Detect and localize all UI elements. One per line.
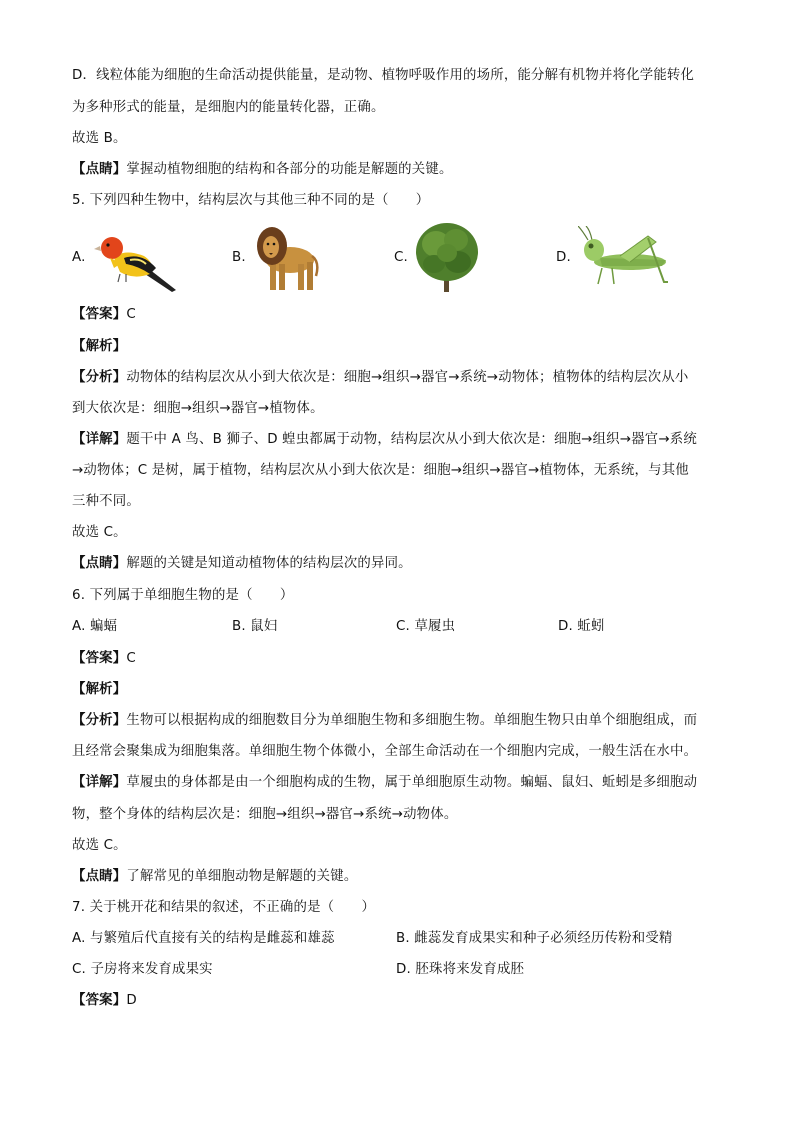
q7-answer: [72, 991, 137, 1011]
xiangjie-tag: 【详解】: [72, 775, 127, 790]
q5-xiangjie-line1: [72, 430, 697, 450]
q4-dianjing: [72, 160, 453, 180]
q6-fenxi-line1: [72, 711, 697, 731]
grasshopper-icon: [578, 226, 674, 292]
xiangjie-text: 草履虫的身体都是由一个细胞构成的生物，属于单细胞原生动物。蝙蝠、鼠妇、蚯蚓是多细胞动: [126, 775, 698, 790]
tree-icon: [414, 220, 480, 294]
option-label: A.: [72, 250, 86, 265]
q7-option-a: A. 与繁殖后代直接有关的结构是雌蕊和雄蕊: [72, 931, 335, 946]
q6-jiexi-tag: [72, 680, 126, 700]
q5-fenxi-line2: 到大依次是：细胞→组织→器官→植物体。: [72, 401, 324, 416]
xiangjie-tag: 【详解】: [72, 432, 127, 447]
q6-choose: 故选 C。: [72, 838, 127, 853]
fenxi-tag: 【分析】: [72, 370, 127, 385]
q6-stem: 6. 下列属于单细胞生物的是（ ）: [72, 588, 294, 603]
q6-option-c: C. 草履虫: [396, 619, 456, 634]
xiangjie-text: 题干中 A 鸟、B 狮子、D 蝗虫都属于动物，结构层次从小到大依次是：细胞→组织→器官→系统: [126, 432, 697, 447]
q6-option-d: D. 蚯蚓: [558, 619, 605, 634]
answer-value: C: [126, 651, 136, 666]
q4-option-d-line2: 为多种形式的能量，是细胞内的能量转化器，正确。: [72, 100, 385, 115]
q5-option-a: [72, 228, 192, 298]
dianjing-text: 解题的关键是知道动植物体的结构层次的异同。: [126, 556, 412, 571]
dianjing-tag: 【点睛】: [72, 556, 127, 571]
jiexi-tag: 【解析】: [72, 682, 127, 697]
q6-option-b: B. 鼠妇: [232, 619, 278, 634]
q5-choose: 故选 C。: [72, 525, 127, 540]
q7-stem: 7. 关于桃开花和结果的叙述，不正确的是（ ）: [72, 900, 376, 915]
fenxi-text: 动物体的结构层次从小到大依次是：细胞→组织→器官→系统→动物体；植物体的结构层次从小: [126, 370, 689, 385]
q5-answer: [72, 305, 136, 325]
option-label: B.: [232, 250, 246, 265]
lion-icon: [252, 222, 320, 294]
q4-option-d-line1: D．线粒体能为细胞的生命活动提供能量，是动物、植物呼吸作用的场所，能分解有机物并将化学能转化: [72, 68, 695, 83]
q7-option-d: D. 胚珠将来发育成胚: [396, 962, 525, 977]
q5-dianjing: [72, 554, 412, 574]
q6-xiangjie-line1: [72, 773, 697, 793]
jiexi-tag: 【解析】: [72, 339, 127, 354]
q5-jiexi-tag: [72, 337, 126, 357]
dianjing-tag: 【点睛】: [72, 869, 127, 884]
q6-dianjing: [72, 867, 357, 887]
fenxi-text: 生物可以根据构成的细胞数目分为单细胞生物和多细胞生物。单细胞生物只由单个细胞组成，而: [126, 713, 698, 728]
q5-stem: 5. 下列四种生物中，结构层次与其他三种不同的是（ ）: [72, 193, 430, 208]
q5-xiangjie-line2: →动物体；C 是树，属于植物，结构层次从小到大依次是：细胞→组织→器官→植物体，无系统，与其他: [72, 463, 689, 478]
dianjing-text: 掌握动植物细胞的结构和各部分的功能是解题的关键。: [126, 162, 453, 177]
q7-option-c: C. 子房将来发育成果实: [72, 962, 213, 977]
fenxi-tag: 【分析】: [72, 713, 127, 728]
q7-option-b: B. 雌蕊发育成果实和种子必须经历传粉和受精: [396, 931, 673, 946]
dianjing-text: 了解常见的单细胞动物是解题的关键。: [126, 869, 358, 884]
answer-tag: 【答案】: [72, 651, 127, 666]
bird-icon: [90, 228, 178, 292]
q6-option-a: A. 蝙蝠: [72, 619, 118, 634]
q5-option-d: [556, 226, 686, 296]
option-label: D.: [556, 250, 571, 265]
answer-value: C: [126, 307, 136, 322]
q6-xiangjie-line2: 物，整个身体的结构层次是：细胞→组织→器官→系统→动物体。: [72, 807, 458, 822]
q5-option-c: [394, 220, 514, 298]
q5-xiangjie-line3: 三种不同。: [72, 494, 140, 509]
q5-fenxi-line1: [72, 368, 689, 388]
q5-option-b: [232, 222, 352, 298]
option-label: C.: [394, 250, 409, 265]
answer-tag: 【答案】: [72, 993, 127, 1008]
q6-answer: [72, 649, 136, 669]
q4-choose: 故选 B。: [72, 131, 127, 146]
answer-tag: 【答案】: [72, 307, 127, 322]
q6-fenxi-line2: 且经常会聚集成为细胞集落。单细胞生物个体微小，全部生命活动在一个细胞内完成，一般生活在水中。: [72, 744, 698, 759]
answer-value: D: [126, 993, 137, 1008]
dianjing-tag: 【点睛】: [72, 162, 127, 177]
